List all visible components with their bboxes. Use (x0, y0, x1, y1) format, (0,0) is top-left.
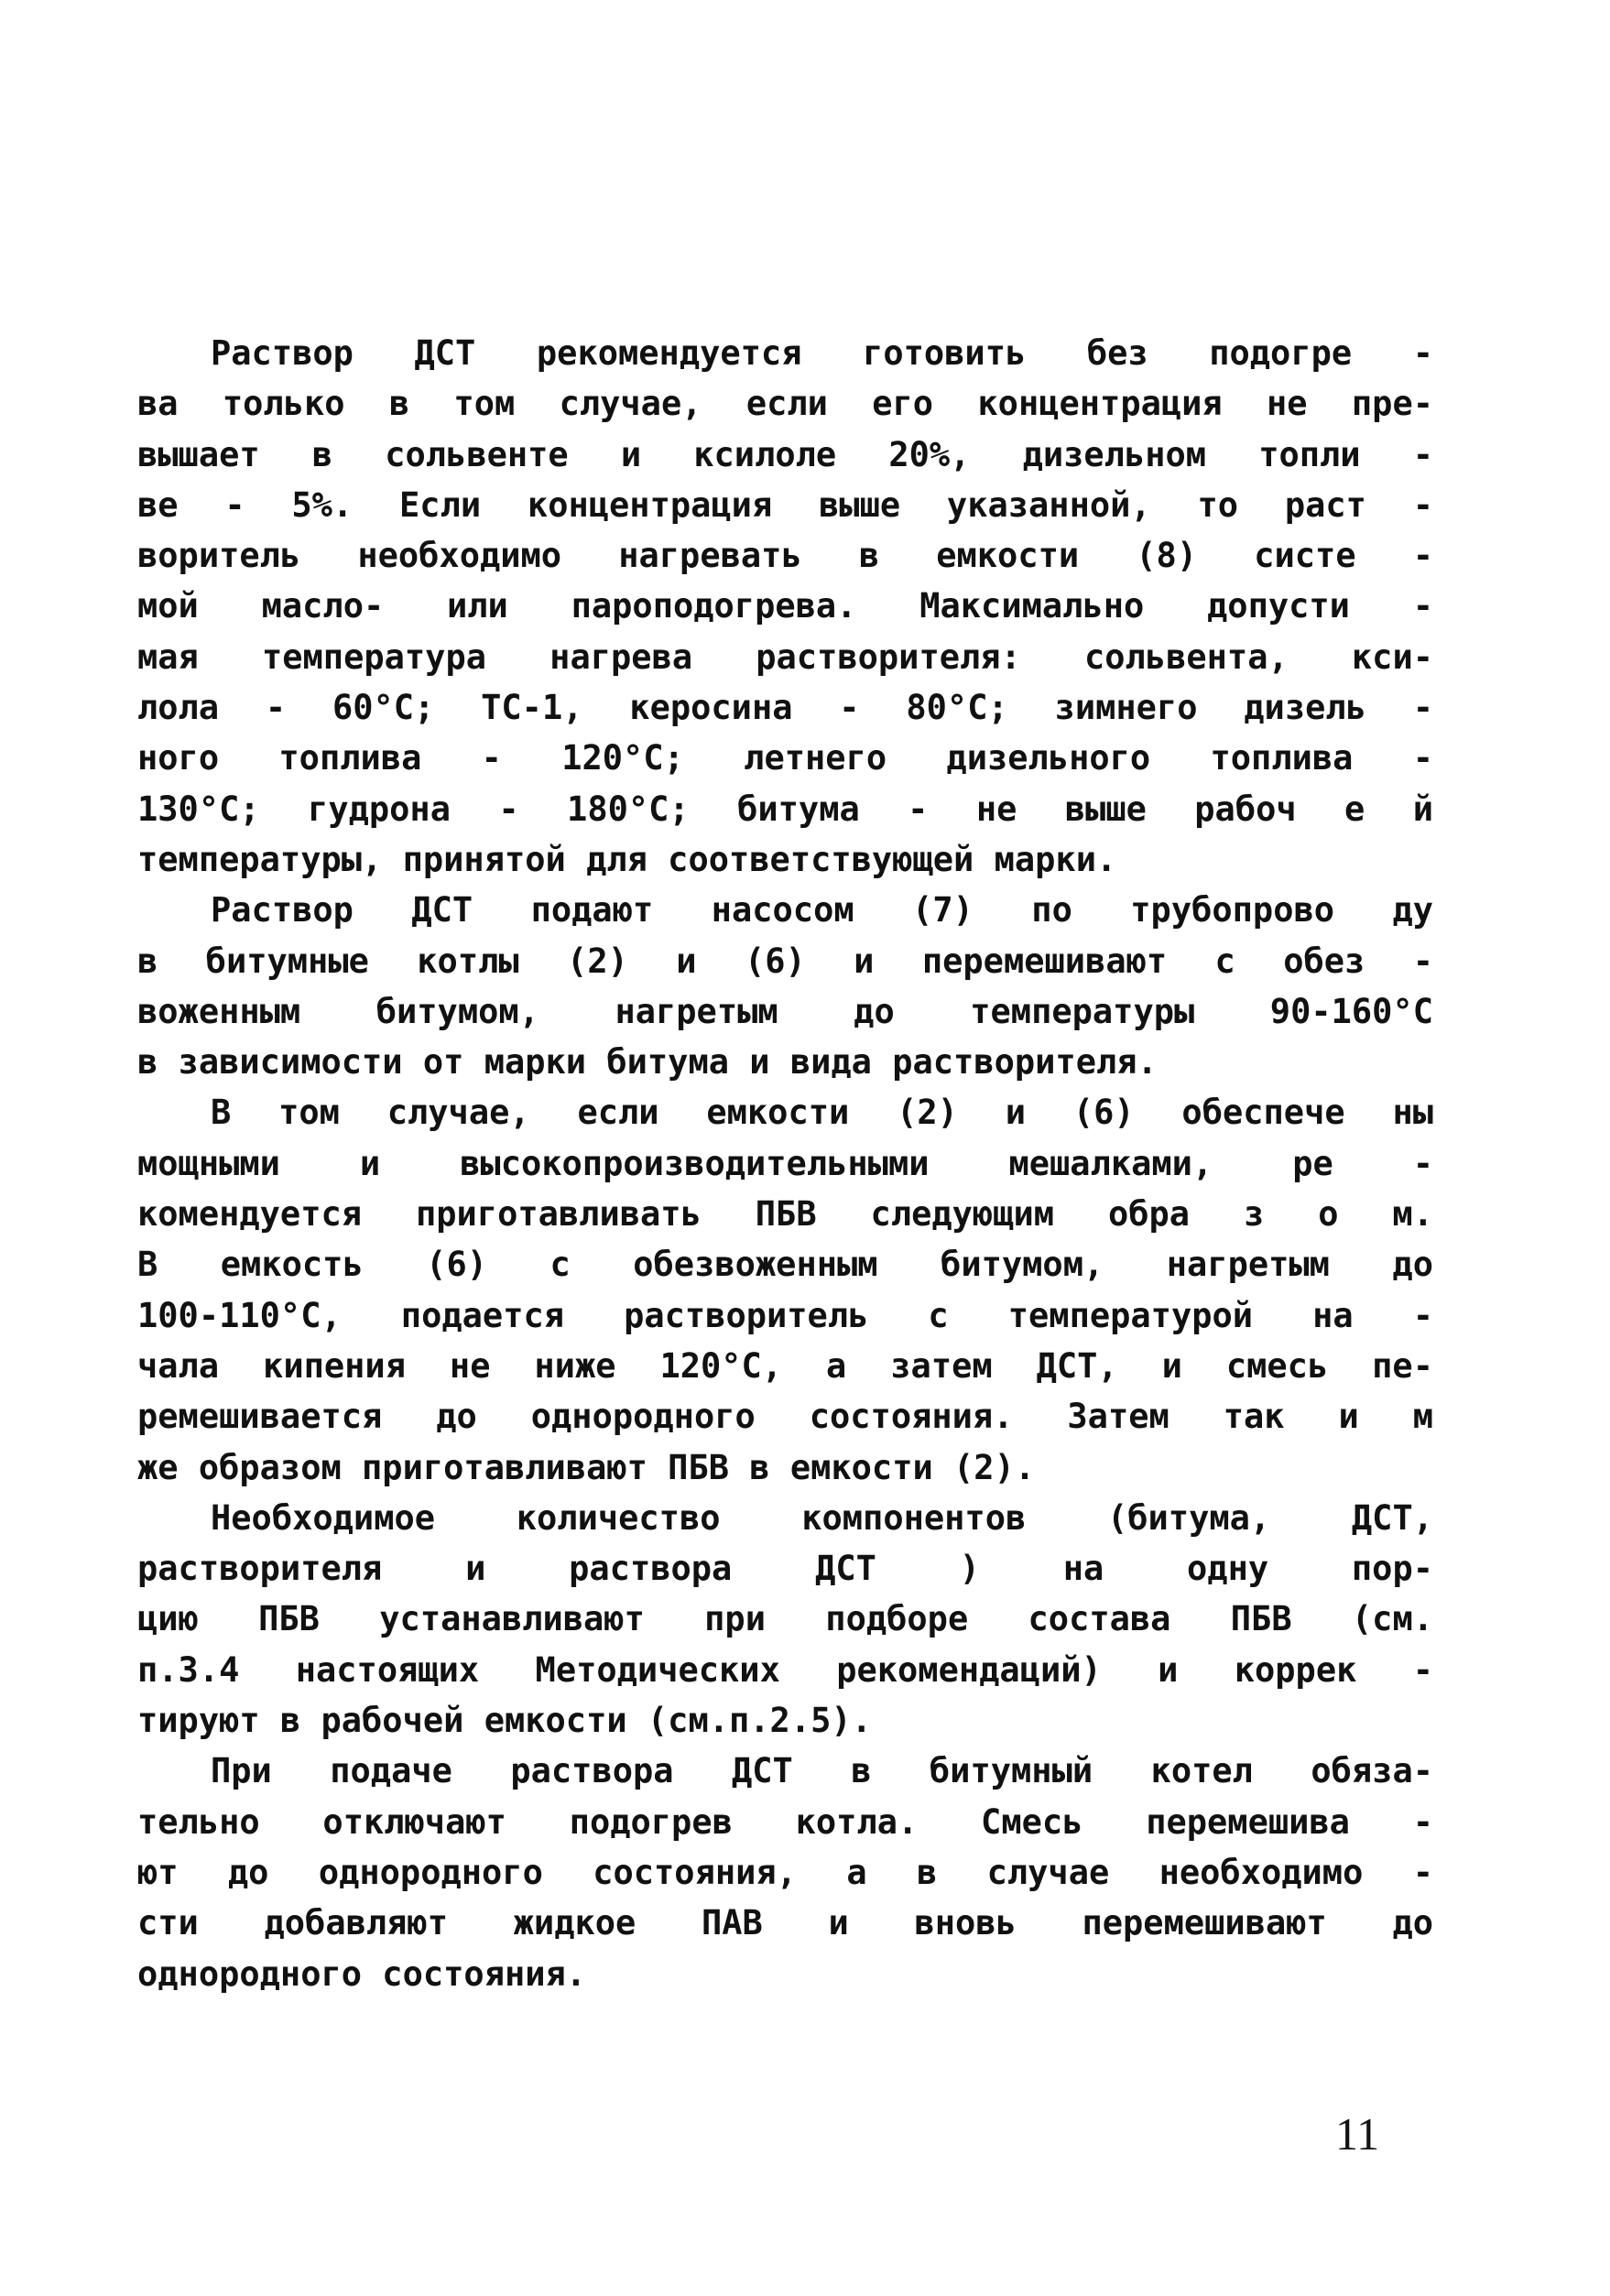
text-line: В том случае, если емкости (2) и (6) обеспече ны (211, 1093, 1433, 1133)
text-line: однородного состояния. (137, 1953, 587, 1994)
text-line: При подаче раствора ДСТ в битумный котел обяза- (211, 1751, 1433, 1791)
text-line: ва только в том случае, если его концентрация не пре- (137, 384, 1433, 424)
paragraph (137, 1493, 1433, 1746)
document-body (137, 328, 1433, 1999)
text-line: Раствор ДСТ подают насосом (7) по трубопрово ду (211, 890, 1433, 930)
text-line: температуры, принятой для соответствующей марки. (137, 839, 1117, 879)
paragraph (137, 328, 1433, 885)
text-line: вышает в сольвенте и ксилоле 20%, дизельном топли - (137, 434, 1433, 474)
text-line: 130°С; гудрона - 180°С; битума - не выше рабоч е й (137, 789, 1433, 829)
text-line: мой масло- или пароподогрева. Максимально допусти - (137, 586, 1433, 626)
paragraph (137, 1746, 1433, 1998)
text-line: п.3.4 настоящих Методических рекомендаций) и коррек - (137, 1649, 1433, 1690)
paragraph (137, 885, 1433, 1087)
text-line: комендуется приготавливать ПБВ следующим обра з о м. (137, 1194, 1433, 1235)
text-line: ремешивается до однородного состояния. Затем так и м (137, 1397, 1433, 1437)
text-line: в зависимости от марки битума и вида растворителя. (137, 1042, 1158, 1083)
text-line: ного топлива - 120°С; летнего дизельного топлива - (137, 738, 1433, 778)
text-line: растворителя и раствора ДСТ ) на одну пор- (137, 1549, 1433, 1589)
text-line: воритель необходимо нагревать в емкости (8) систе - (137, 536, 1433, 576)
text-line: же образом приготавливают ПБВ в емкости (2). (137, 1447, 1036, 1487)
text-line: ют до однородного состояния, а в случае необходимо - (137, 1852, 1433, 1892)
text-line: мая температура нагрева растворителя: сольвента, кси- (137, 637, 1433, 677)
text-line: мощными и высокопроизводительными мешалками, ре - (137, 1143, 1433, 1183)
text-line: тируют в рабочей емкости (см.п.2.5). (137, 1701, 872, 1741)
text-line: воженным битумом, нагретым до температуры 90-160°С (137, 991, 1433, 1031)
paragraph (137, 1087, 1433, 1492)
text-line: тельно отключают подогрев котла. Смесь перемешива - (137, 1801, 1433, 1842)
text-line: В емкость (6) с обезвоженным битумом, нагретым до (137, 1245, 1433, 1285)
text-line: цию ПБВ устанавливают при подборе состава ПБВ (см. (137, 1599, 1433, 1639)
text-line: лола - 60°С; ТС-1, керосина - 80°С; зимнего дизель - (137, 688, 1433, 728)
text-line: в битумные котлы (2) и (6) и перемешивают с обез - (137, 941, 1433, 981)
text-line: Необходимое количество компонентов (битума, ДСТ, (211, 1497, 1433, 1538)
text-line: чала кипения не ниже 120°С, а затем ДСТ, и смесь пе- (137, 1345, 1433, 1386)
text-line: Раствор ДСТ рекомендуется готовить без подогре - (211, 333, 1433, 373)
text-line: ве - 5%. Если концентрация выше указанной, то раст - (137, 484, 1433, 525)
page-number: 11 (1335, 2108, 1380, 2160)
text-line: сти добавляют жидкое ПАВ и вновь перемешивают до (137, 1903, 1433, 1943)
text-line: 100-110°С, подается растворитель с температурой на - (137, 1295, 1433, 1335)
